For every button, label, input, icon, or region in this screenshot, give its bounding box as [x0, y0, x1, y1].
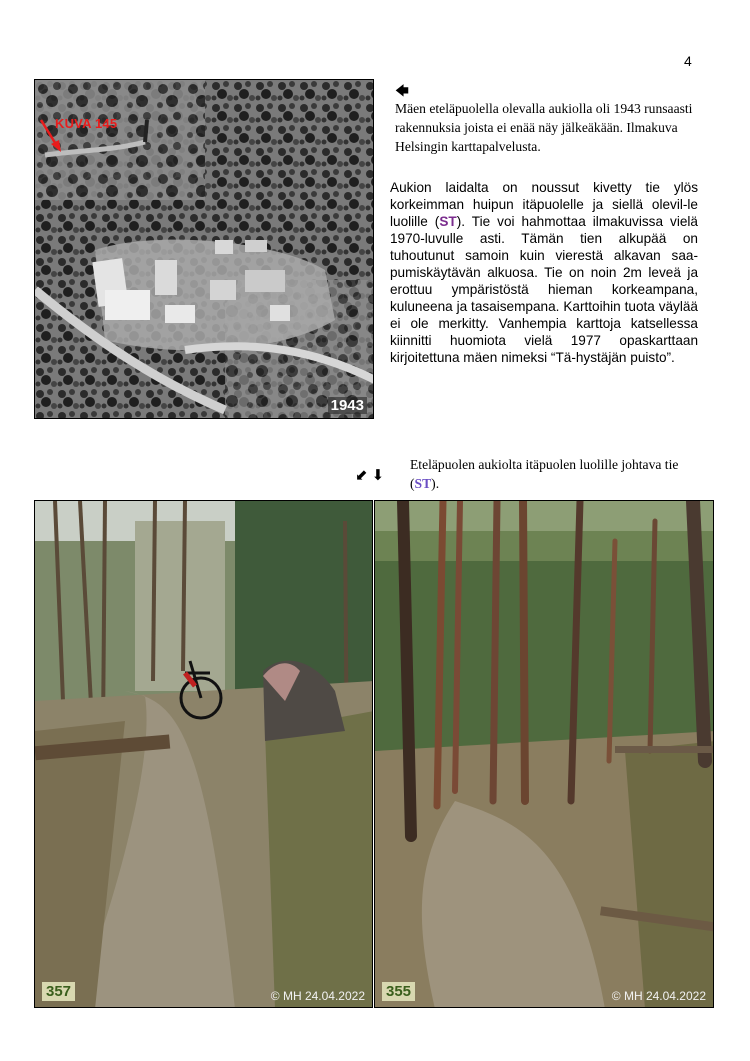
body-paragraph	[390, 179, 698, 366]
photo-credit: © MH 24.04.2022	[270, 989, 365, 1003]
body-text-start: Aukion laidalta on noussut kivetty tie ylös korkeimman huipun itäpuolelle ja siellä olevil-le luolille (	[390, 180, 698, 229]
aerial-caption	[395, 81, 715, 156]
aerial-caption-text: Mäen eteläpuolella olevalla aukiolla oli 1943 runsaasti rakennuksia joista ei enää näy jälkeäkään. Ilmakuva Helsingin karttapalvelusta.	[395, 101, 693, 154]
photo-caption-start: Eteläpuolen aukiolta itäpuolen luolille johtava tie (	[410, 457, 679, 491]
photo-credit: © MH 24.04.2022	[611, 989, 706, 1003]
body-text-end: ). Tie voi hahmottaa ilmakuvissa vielä 1970-luvulle asti. Tämän tien alkupää on tuhoutunut samoin kuin vierestä alkavan saa-pumiskäytävän alkuosa. Tie on noin 2m leveä ja erottuu ympäristöstä hieman korkeampana, kuluneena ja tasaisempana. Karttoihin tuota väylää ei ole merkitty. Vanhempia karttoja katsellessa kiinnitti huomiota vielä 1977 opaskarttaan kirjoitettuna mäen nimeksi “Tä-hystäjän puisto”.	[390, 214, 698, 365]
photo-caption-end: ).	[431, 476, 440, 491]
photo-355	[374, 500, 714, 1008]
aerial-year: 1943	[328, 397, 367, 414]
photo-caption	[410, 455, 710, 493]
forest-path-pines-image	[375, 501, 714, 1008]
left-arrow-icon: 🡄	[395, 83, 410, 98]
page-number: 4	[684, 53, 692, 69]
aerial-photo-1943	[34, 79, 374, 419]
photo-number: 355	[382, 982, 415, 1001]
st-label: ST	[439, 214, 457, 229]
aerial-label: KUVA 145	[55, 116, 118, 131]
down-arrows-icon: ⬋⬇	[355, 467, 389, 484]
photo-number: 357	[42, 982, 75, 1001]
forest-path-bicycle-image	[35, 501, 373, 1008]
st-label: ST	[414, 476, 432, 491]
photo-357	[34, 500, 373, 1008]
